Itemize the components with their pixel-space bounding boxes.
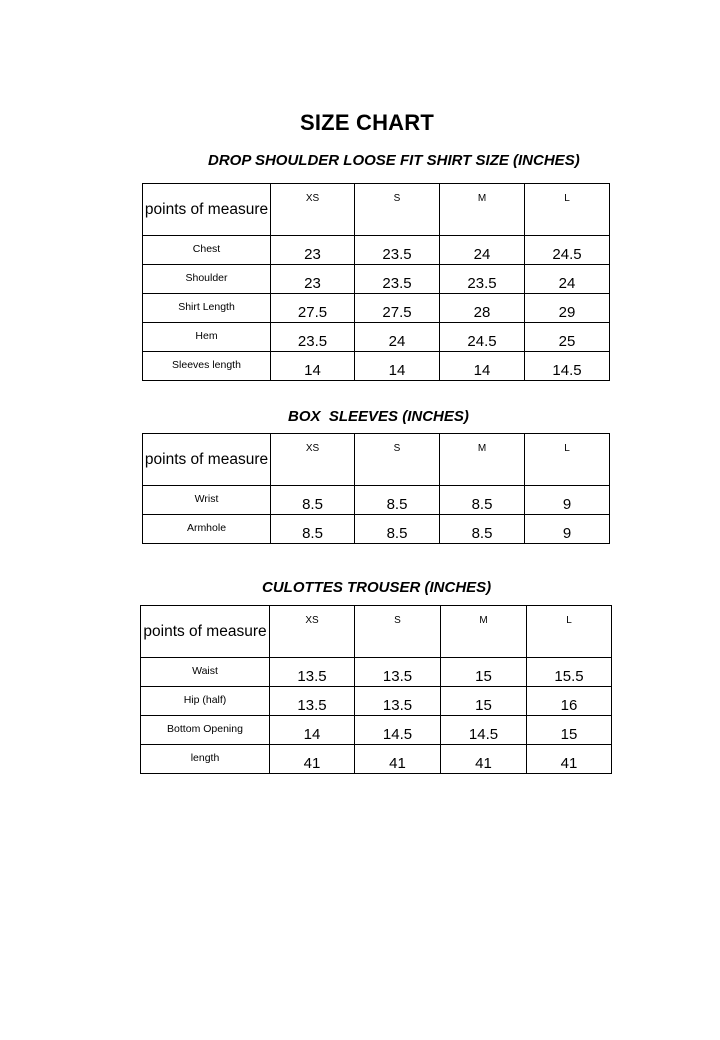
table-row: [141, 745, 612, 774]
trouser-size-table: [140, 605, 612, 774]
label-header: points of measure: [143, 434, 271, 486]
cell-value: 13.5: [270, 658, 355, 687]
size-header-xs: XS: [271, 184, 355, 236]
cell-value: 15.5: [527, 658, 612, 687]
row-label: Bottom Opening: [141, 716, 270, 745]
cell-value: 8.5: [355, 515, 440, 544]
table-header-row: [141, 606, 612, 658]
cell-value: 14: [440, 352, 525, 381]
label-header: points of measure: [143, 184, 271, 236]
row-label: Hem: [143, 323, 271, 352]
row-label: Sleeves length: [143, 352, 271, 381]
size-header-m: M: [440, 184, 525, 236]
size-header-s: S: [355, 184, 440, 236]
shirt-table-heading: DROP SHOULDER LOOSE FIT SHIRT SIZE (INCHES): [208, 152, 580, 169]
cell-value: 14: [270, 716, 355, 745]
row-label: Waist: [141, 658, 270, 687]
cell-value: 13.5: [355, 687, 441, 716]
cell-value: 23.5: [271, 323, 355, 352]
cell-value: 23.5: [440, 265, 525, 294]
cell-value: 41: [527, 745, 612, 774]
cell-value: 16: [527, 687, 612, 716]
size-header-l: L: [525, 434, 610, 486]
cell-value: 28: [440, 294, 525, 323]
row-label: Wrist: [143, 486, 271, 515]
table-row: [143, 294, 610, 323]
cell-value: 41: [441, 745, 527, 774]
size-header-l: L: [527, 606, 612, 658]
cell-value: 23.5: [355, 265, 440, 294]
cell-value: 9: [525, 486, 610, 515]
row-label: Hip (half): [141, 687, 270, 716]
table-row: [143, 352, 610, 381]
row-label: Shirt Length: [143, 294, 271, 323]
cell-value: 13.5: [270, 687, 355, 716]
table-row: [143, 515, 610, 544]
cell-value: 24: [525, 265, 610, 294]
cell-value: 14.5: [441, 716, 527, 745]
table-row: [141, 716, 612, 745]
cell-value: 29: [525, 294, 610, 323]
sleeves-size-table: [142, 433, 610, 544]
cell-value: 8.5: [271, 486, 355, 515]
table-row: [143, 236, 610, 265]
cell-value: 24: [355, 323, 440, 352]
cell-value: 24: [440, 236, 525, 265]
trouser-table-heading: CULOTTES TROUSER (INCHES): [262, 579, 492, 596]
table-row: [143, 486, 610, 515]
table-row: [141, 658, 612, 687]
cell-value: 27.5: [355, 294, 440, 323]
shirt-size-table: [142, 183, 610, 381]
cell-value: 15: [441, 687, 527, 716]
cell-value: 24.5: [525, 236, 610, 265]
cell-value: 41: [355, 745, 441, 774]
cell-value: 14.5: [355, 716, 441, 745]
cell-value: 27.5: [271, 294, 355, 323]
cell-value: 25: [525, 323, 610, 352]
row-label: Shoulder: [143, 265, 271, 294]
cell-value: 23: [271, 236, 355, 265]
row-label: Chest: [143, 236, 271, 265]
size-header-l: L: [525, 184, 610, 236]
size-header-m: M: [441, 606, 527, 658]
table-header-row: [143, 184, 610, 236]
size-header-xs: XS: [270, 606, 355, 658]
row-label: Armhole: [143, 515, 271, 544]
cell-value: 8.5: [271, 515, 355, 544]
cell-value: 14: [271, 352, 355, 381]
cell-value: 23: [271, 265, 355, 294]
table-row: [141, 687, 612, 716]
cell-value: 41: [270, 745, 355, 774]
cell-value: 15: [441, 658, 527, 687]
size-header-m: M: [440, 434, 525, 486]
cell-value: 14: [355, 352, 440, 381]
cell-value: 23.5: [355, 236, 440, 265]
cell-value: 8.5: [440, 486, 525, 515]
size-header-s: S: [355, 606, 441, 658]
sleeves-table-heading: BOX SLEEVES (INCHES): [288, 408, 469, 425]
page-title: SIZE CHART: [300, 110, 434, 135]
size-header-xs: XS: [271, 434, 355, 486]
label-header: points of measure: [141, 606, 270, 658]
size-header-s: S: [355, 434, 440, 486]
table-header-row: [143, 434, 610, 486]
table-row: [143, 265, 610, 294]
cell-value: 24.5: [440, 323, 525, 352]
row-label: length: [141, 745, 270, 774]
cell-value: 8.5: [355, 486, 440, 515]
cell-value: 9: [525, 515, 610, 544]
table-row: [143, 323, 610, 352]
cell-value: 14.5: [525, 352, 610, 381]
cell-value: 13.5: [355, 658, 441, 687]
cell-value: 8.5: [440, 515, 525, 544]
cell-value: 15: [527, 716, 612, 745]
